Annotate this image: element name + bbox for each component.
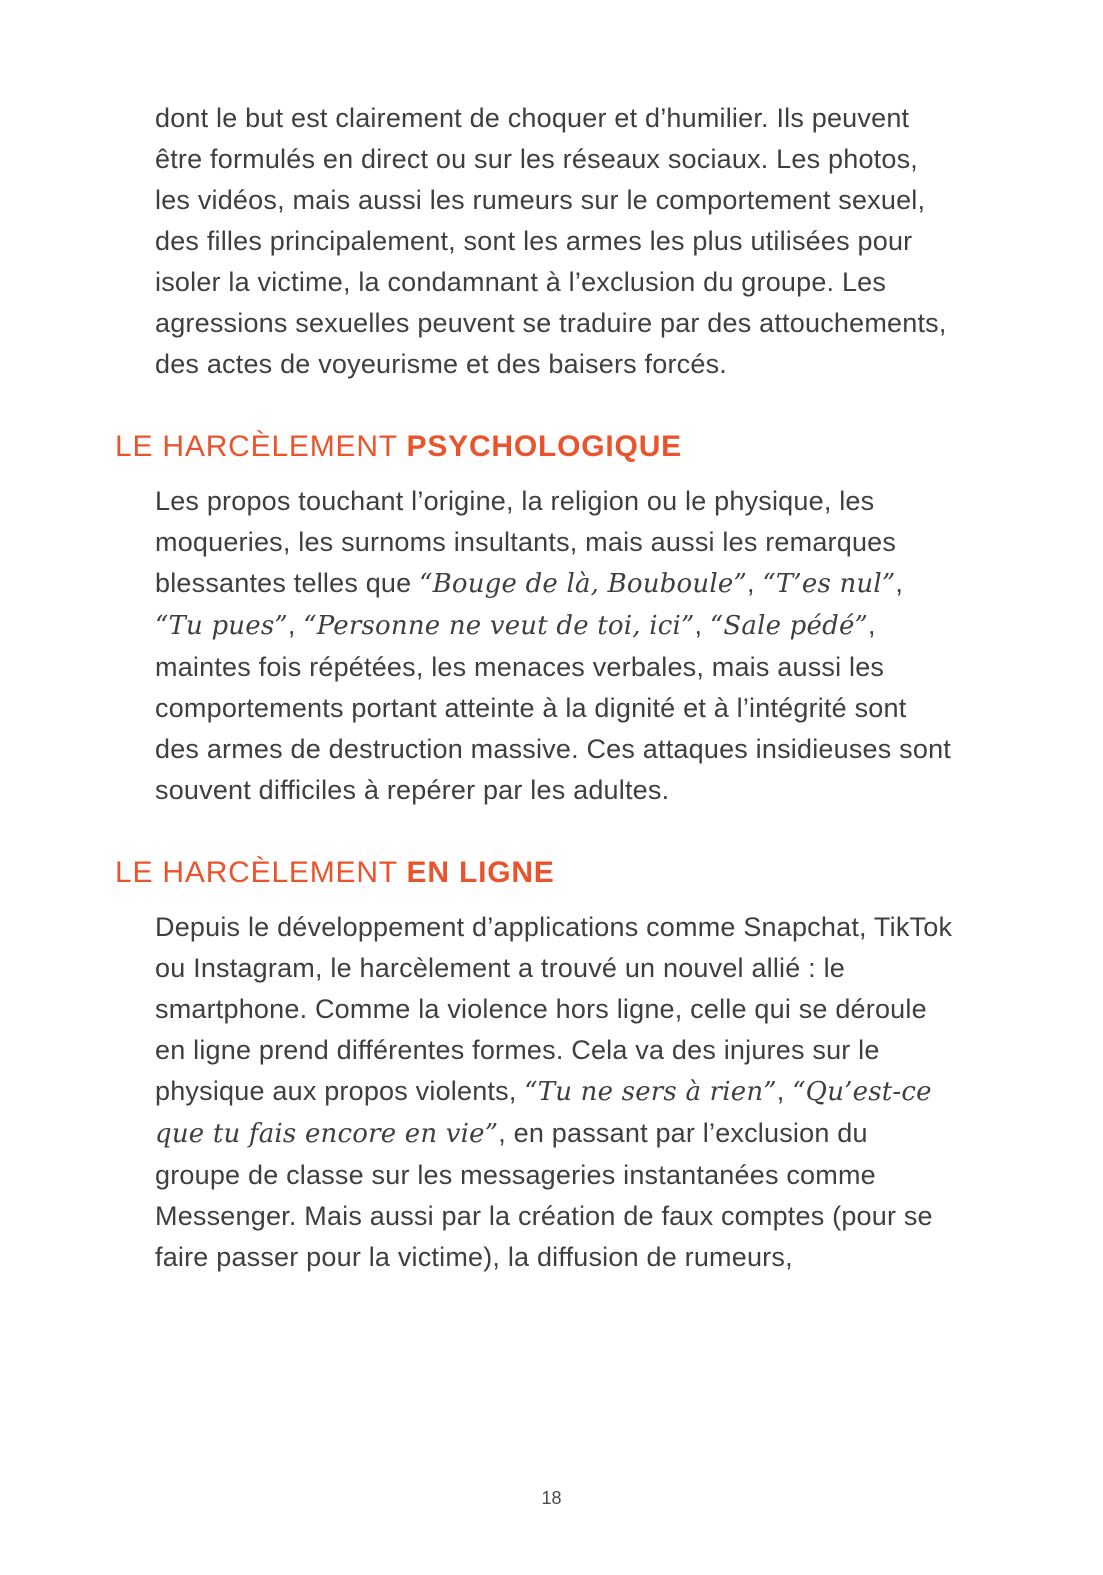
text-run: , xyxy=(895,568,904,598)
text-run: , xyxy=(287,610,304,640)
page-number: 18 xyxy=(541,1488,562,1508)
quoted-phrase: “Bouge de là, Bouboule” xyxy=(419,569,747,599)
section-heading-en-ligne xyxy=(115,855,953,891)
intro-paragraph xyxy=(155,98,953,385)
page-content xyxy=(115,98,953,1278)
quoted-phrase: “T’es nul” xyxy=(762,569,896,599)
section-harcelement-en-ligne xyxy=(115,855,953,1278)
quoted-phrase: “Tu ne sers à rien” xyxy=(524,1077,777,1107)
quoted-phrase: “Personne ne veut de toi, ici” xyxy=(303,611,695,641)
quoted-phrase: “Sale pédé” xyxy=(709,611,869,641)
text-run: , xyxy=(694,610,710,640)
section-harcelement-psychologique xyxy=(115,429,953,811)
text-run: dont le but est clairement de choquer et d’humilier. Ils peuvent être formulés en direct ou sur les réseaux sociaux. Les photos, les vidéos, mais aussi les rumeurs sur le comportement sexuel, des filles principalement, sont les armes les plus utilisées pour isoler la victime, la condamnant à l’exclusion du groupe. Les agressions sexuelles peuvent se traduire par des attouchements, des actes de voyeurisme et des baisers forcés. xyxy=(155,103,947,379)
paragraph-psychologique xyxy=(155,481,953,811)
text-run: , maintes fois répétées, les menaces verbales, mais aussi les comportements portant atteinte à la dignité et à l’intégrité sont des armes de destruction massive. Ces attaques insidieuses sont souvent difficiles à repérer par les adultes. xyxy=(155,610,951,805)
text-run: Les propos touchant l’origine, la religion ou le physique, les moqueries, les surnoms insultants, mais aussi les remarques blessantes telles que xyxy=(155,486,897,598)
heading-light-text: LE HARCÈLEMENT xyxy=(115,856,407,889)
text-run: , xyxy=(776,1076,793,1106)
heading-light-text: LE HARCÈLEMENT xyxy=(115,430,407,463)
text-run: Depuis le développement d’applications comme Snapchat, TikTok ou Instagram, le harcèlement a trouvé un nouvel allié : le smartphone. Comme la violence hors ligne, celle qui se déroule en ligne prend différentes formes. Cela va des injures sur le physique aux propos violents, xyxy=(155,912,953,1106)
heading-bold-text: EN LIGNE xyxy=(406,856,555,889)
quoted-phrase: “Tu pues” xyxy=(155,611,288,641)
text-run: , xyxy=(746,568,763,598)
text-run: , en passant par l’exclusion du groupe de classe sur les messageries instantanées comme Messenger. Mais aussi par la création de faux comptes (pour se faire passer pour la victime), la diffusion de rumeurs, xyxy=(155,1118,933,1272)
section-heading-psychologique xyxy=(115,429,953,465)
heading-bold-text: PSYCHOLOGIQUE xyxy=(406,430,682,463)
quoted-phrase: “Qu’est-ce que tu fais encore en vie” xyxy=(155,1077,932,1149)
paragraph-en-ligne xyxy=(155,907,953,1278)
